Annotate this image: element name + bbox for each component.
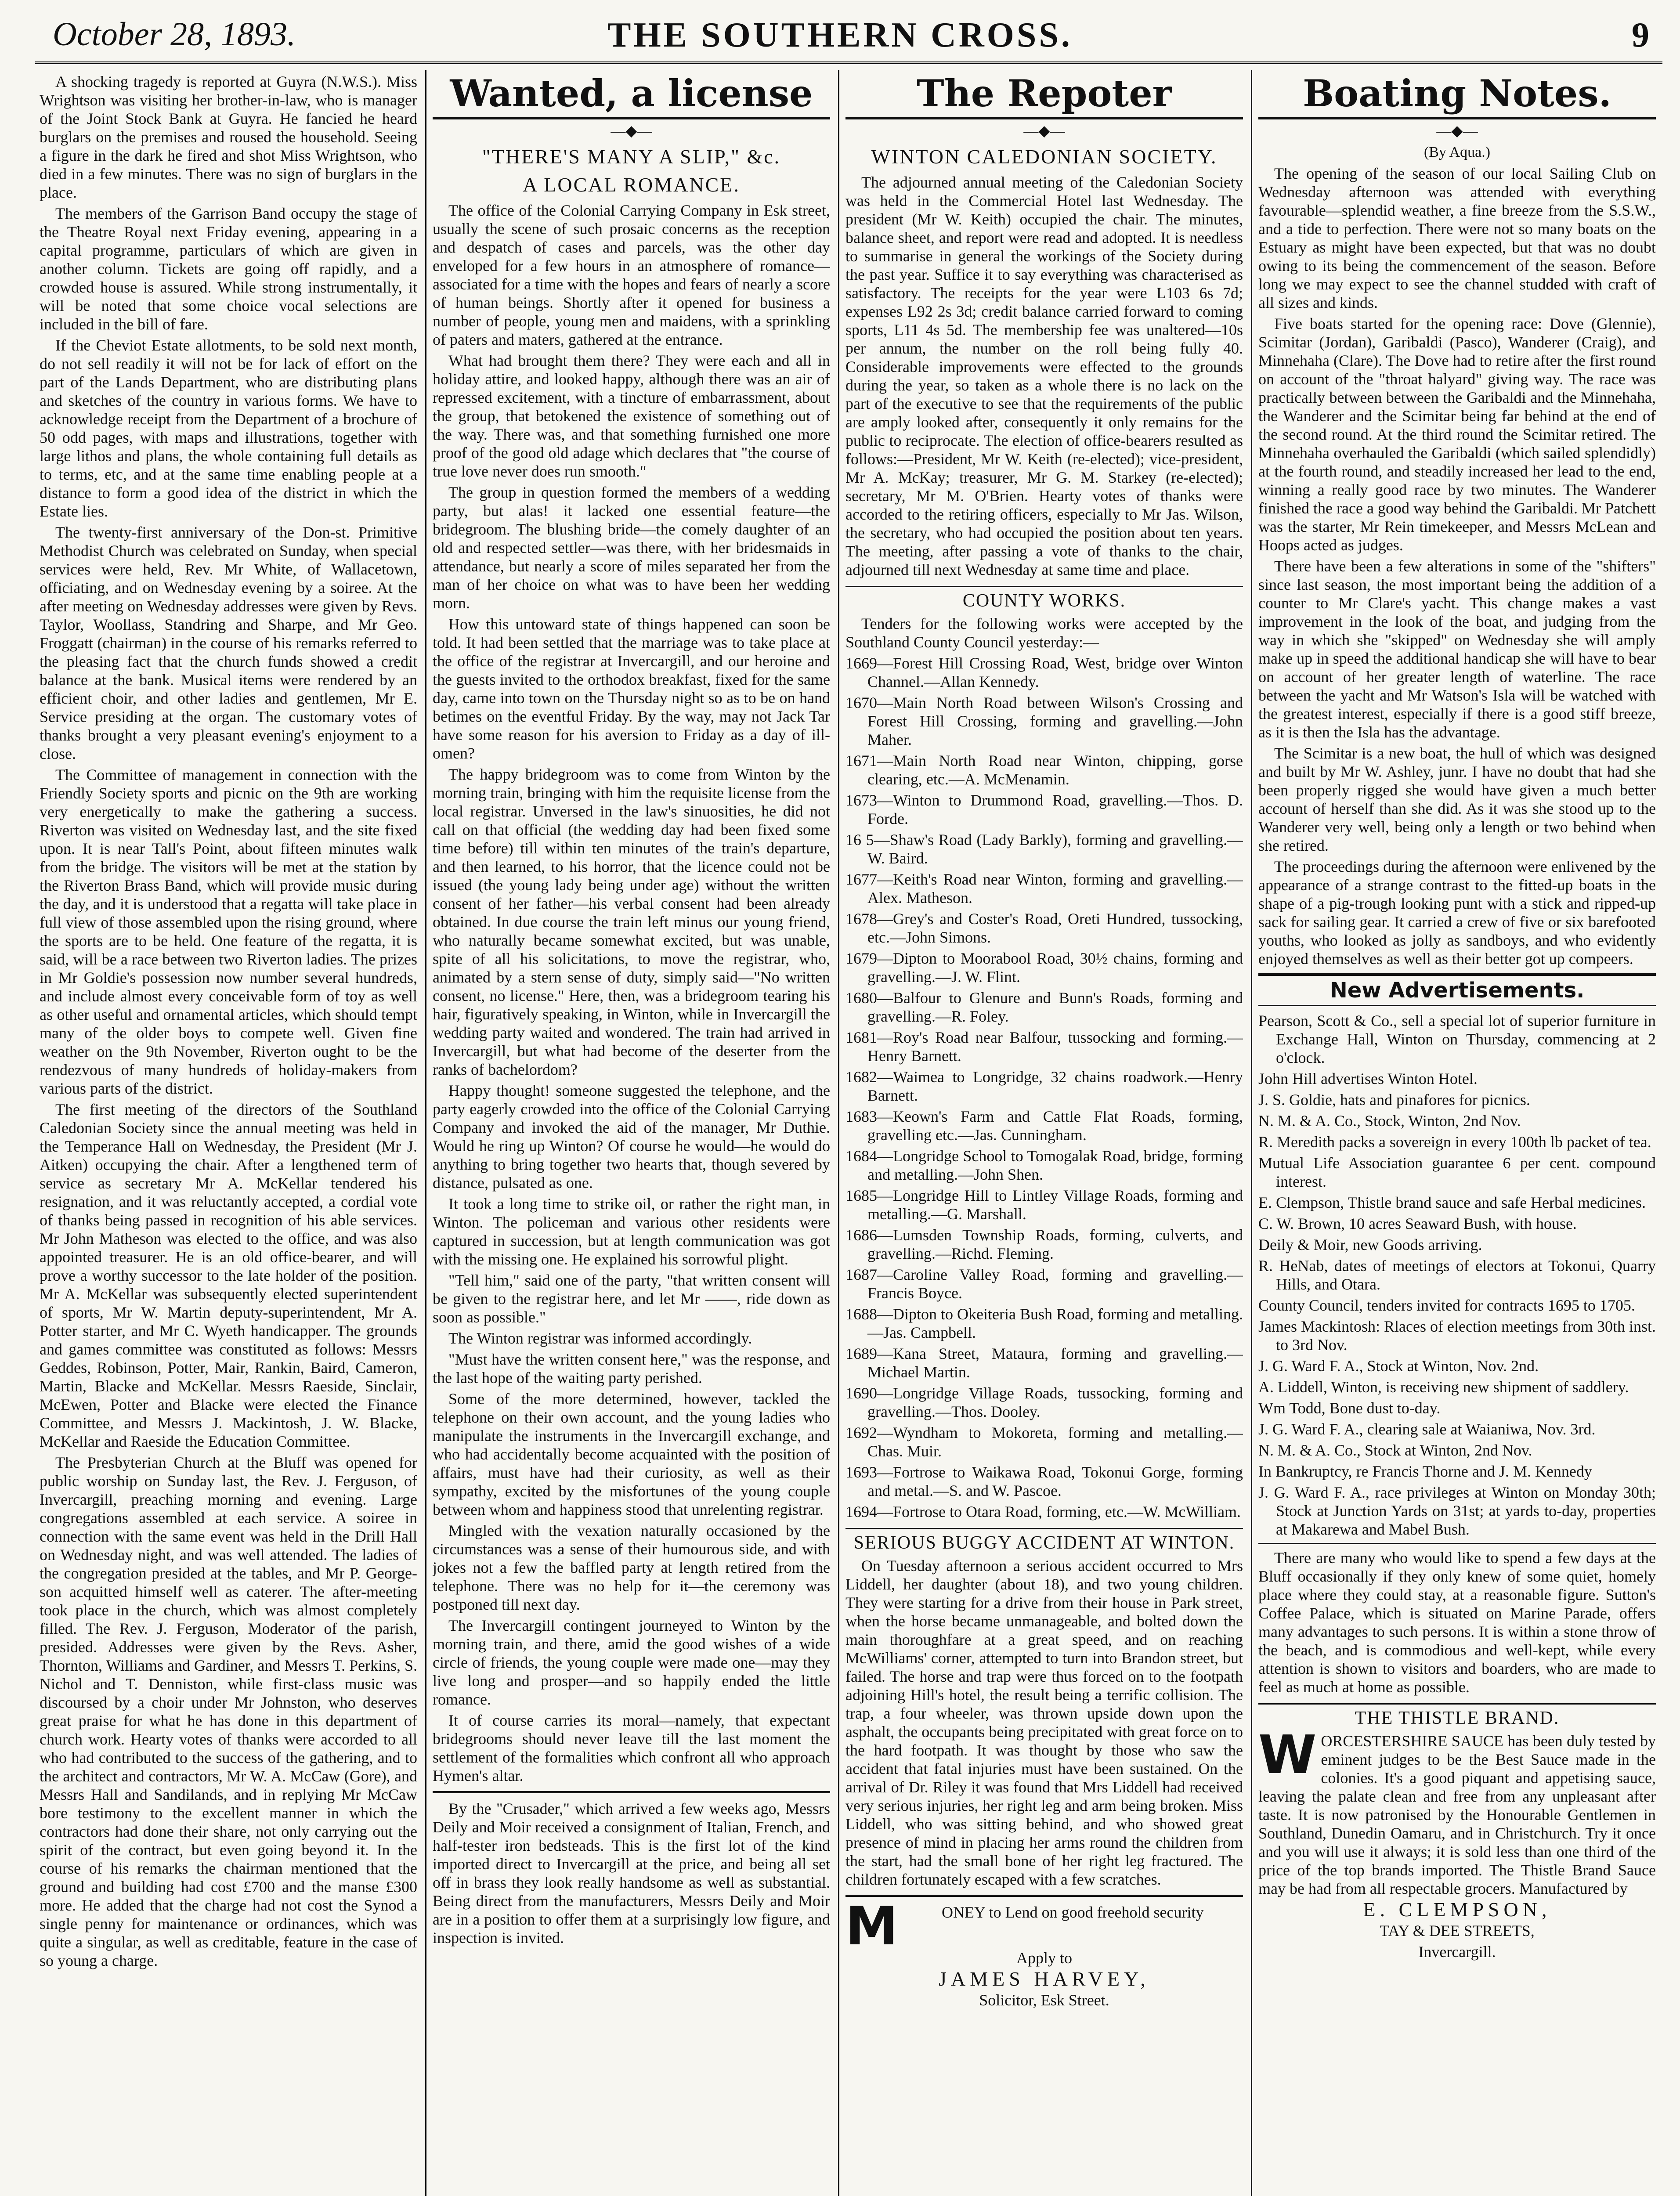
section-rule: [433, 1791, 830, 1793]
tender-item: 1673—Winton to Drummond Road, gravelling.—Thos. D. Forde.: [845, 791, 1243, 827]
article-subtitle: A LOCAL ROMANCE.: [523, 173, 740, 196]
section-rule: [845, 1895, 1243, 1897]
ornament: —◆—: [611, 123, 652, 139]
masthead-rule: [35, 61, 1662, 64]
news-paragraph: If the Cheviot Estate allotments, to be sold next month, do not sell readily it will not be for lack of effort on the part of the Lands Department, who are distributing plans and sketches of the country in various forms. We have to acknowledge receipt from the Department of a brochure of 50 odd pages, with maps and illustrations, together with large lithos and plans, the whole containing full details as to terms, etc, and at the same time enabling people at a distance to form a good idea of the district in which the Estate lies.: [40, 336, 417, 520]
article-paragraph: "Tell him," said one of the party, "that written consent will be given to the registrar here, and let Mr ——, ride down as soon as possible.": [433, 1271, 830, 1326]
tender-list: [845, 654, 1243, 1521]
article-paragraph: It of course carries its moral—namely, that expectant bridegrooms should never leave till the last moment the settlement of the formalities which confront all who approach Hymen's altar.: [433, 1712, 830, 1784]
advert-list: [1258, 1011, 1656, 1539]
advertiser-name: JAMES HARVEY,: [939, 1968, 1150, 1990]
advertiser-address: Solicitor, Esk Street.: [979, 1991, 1109, 2009]
advert-item: John Hill advertises Winton Hotel.: [1258, 1070, 1478, 1087]
news-paragraph: The Presbyterian Church at the Bluff was opened for public worship on Sunday last, the Rev. J. Ferguson, of Invercargill, preaching morning and evening. Large congregations assembled at each service. A soiree in connection with the same event was held in the Drill Hall on Wednesday night, and was well attended. The ladies of the congregation presided at the tables, and Mr P. George-son acquitted himself well as caterer. The after-meeting took place in the church, which was almost completely filled. The Rev. J. Ferguson, Moderator of the parish, presided. Addresses were given by the Revs. Asher, Thornton, Williams and Gardiner, and Messrs T. Perkins, S. Nichol and T. Denniston, while first-class music was discoursed by a choir under Mr Johnston, who deserves great praise for what he has done in this department of church work. Hearty votes of thanks were accorded to all who had contributed to the success of the gathering, and to the architect and contractors, Mr W. A. McCaw (Gore), and Messrs Hall and Sandilands, and in replying Mr McCaw bore testimony to the excellent manner in which the contractors had done their share, not only carrying out the spirit of the contract, but even going beyond it. In the course of his remarks the chairman mentioned that the ground and building had cost £700 and the manse £300 more. He added that the charge had not cost the Synod a single penny for maintenance or ordinances, which was quite a singular, as well as creditable, feature in the case of so young a charge.: [40, 1454, 417, 1969]
tender-item: 1670—Main North Road between Wilson's Crossing and Forest Hill Crossing, forming and gravelling.—John Maher.: [845, 694, 1243, 748]
column-1: [40, 72, 417, 2196]
article-subtitle: "THERE'S MANY A SLIP," &c.: [482, 145, 781, 168]
section-heading: THE THISTLE BRAND.: [1258, 1703, 1656, 1727]
article-paragraph: The happy bridegroom was to come from Winton by the morning train, bringing with him the requisite license from the local registrar. Unversed in the law's sinuosities, he did not call on that official (the wedding day had been fixed some time before) till within ten minutes of the train's departure, and then learned, to his horror, that the licence could not be issued (the young lady being under age) without the written consent of her father—his verbal consent had been already obtained. In due course the train left minus our young friend, who naturally became somewhat excited, but was unable, spite of all his solicitations, to move the registrar, who, animated by a stern sense of duty, simply said—"No written consent, no license." Here, then, was a bridegroom tearing his hair, figuratively speaking, in Winton, while in Invercargill the wedding party waited and wondered. The train had arrived in Invercargill, but what had become of the deserter from the ranks of bachelordom?: [433, 766, 830, 1078]
tender-item: 1692—Wyndham to Mokoreta, forming and metalling.—Chas. Muir.: [845, 1424, 1243, 1460]
advert-item: Wm Todd, Bone dust to-day.: [1258, 1399, 1441, 1417]
tender-item: 1669—Forest Hill Crossing Road, West, bridge over Winton Channel.—Allan Kennedy.: [845, 654, 1243, 690]
article-paragraph: Happy thought! someone suggested the telephone, and the party eagerly crowded into the office of the Colonial Carrying Company and invoked the aid of the manager, Mr Duthie. Would he ring up Winton? Of course he would—he would do anything to bring together two hearts that, though severed by distance, pulsated as one.: [433, 1082, 830, 1192]
advert-item: Pearson, Scott & Co., sell a special lot of superior furniture in Exchange Hall, Winton on Thursday, commencing at 2 o'clock.: [1258, 1012, 1656, 1066]
advert-item: R. Meredith packs a sovereign in every 100th lb packet of tea.: [1258, 1133, 1651, 1151]
advert-item: James Mackintosh: Rlaces of election meetings from 30th inst. to 3rd Nov.: [1258, 1318, 1656, 1354]
news-paragraph: The first meeting of the directors of the Southland Caledonian Society since the annual meeting was held in the Temperance Hall on Wednesday, the President (Mr J. Aitken) occupying the chair. After a lengthened term of service as secretary Mr A. McKellar tendered his resignation, and it was reluctantly accepted, a cordial vote of thanks being passed in recognition of his able services. Mr John Matheson was elected to the office, and was also appointed treasurer. He is an old office-bearer, and will prove a worthy successor to the late holder of the position. Mr A. McKellar was subsequently elected superintendent of sports, Mr W. Martin deputy-superintendent, Mr A. Potter starter, and Mr C. Wyeth handicapper. The grounds and games committee was constituted as follows: Messrs Geddes, Robinson, Potter, Mair, Rankin, Baird, Cameron, Martin, Blacke and McKellar. Messrs Raeside, Sinclair, McEwen, Potter and Blacke were elected the Finance Committee, and Messrs J. Mackintosh, J. W. Blacke, McKellar and Raeside the Education Committee.: [40, 1101, 417, 1450]
article-paragraph: The Winton registrar was informed accordingly.: [448, 1329, 752, 1347]
tender-item: 1688—Dipton to Okeiteria Bush Road, forming and metalling.—Jas. Campbell.: [845, 1305, 1243, 1341]
article-paragraph: What had brought them there? They were each and all in holiday attire, and looked happy, although there was an air of repressed excitement, with a tincture of embarrassment, about the group, that betokened the existence of something out of the way. There was, and that something furnished one more proof of the good old adage which declares that "the course of true love never does run smooth.": [433, 352, 830, 480]
tender-item: 1678—Grey's and Coster's Road, Oreti Hundred, tussocking, etc.—John Simons.: [845, 910, 1243, 946]
news-paragraph: The members of the Garrison Band occupy the stage of the Theatre Royal next Friday evening, appearing in a capital programme, particulars of which are given in another column. Tickets are going off rapidly, and a crowded house is assured. While strong instrumentally, it will be noted that some choice vocal selections are included in the bill of fare.: [40, 205, 417, 333]
maker-name: E. CLEMPSON,: [1363, 1898, 1551, 1921]
tender-item: 1693—Fortrose to Waikawa Road, Tokonui Gorge, forming and metal.—S. and W. Pascoe.: [845, 1463, 1243, 1499]
advert-item: J. G. Ward F. A., race privileges at Winton on Monday 30th; Stock at Junction Yards on 31st; at yards to-day, properties at Makarewa and Mabel Bush.: [1258, 1484, 1656, 1538]
advert-item: N. M. & A. Co., Stock, Winton, 2nd Nov.: [1258, 1112, 1521, 1130]
advert-item: J. S. Goldie, hats and pinafores for picnics.: [1258, 1091, 1530, 1109]
advert-item: A. Liddell, Winton, is receiving new shipment of saddlery.: [1258, 1378, 1629, 1396]
tender-item: 1671—Main North Road near Winton, chipping, gorse clearing, etc.—A. McMenamin.: [845, 752, 1243, 788]
tender-intro: Tenders for the following works were accepted by the Southland County Council yesterday:—: [845, 615, 1243, 651]
thistle-advert: [1258, 1725, 1656, 1898]
column-2: [433, 72, 830, 2196]
article-subtitle: WINTON CALEDONIAN SOCIETY.: [871, 145, 1218, 168]
advert-item: J. G. Ward F. A., clearing sale at Waianiwa, Nov. 3rd.: [1258, 1420, 1596, 1438]
article-paragraph: On Tuesday afternoon a serious accident occurred to Mrs Liddell, her daughter (about 18), and two young children. They were starting for a drive from their house in Park street, when the horse became unmanageable, and bolted down the main thoroughfare at a great speed, and on reaching McWilliams' corner, attempted to turn into Brandon street, but failed. The horse and trap were thus forced on to the footpath adjoining Hill's hotel, the result being a terrific collision. The trap, a four wheeler, was thrown upside down upon the asphalt, the occupants being precipitated with great force on to the hard footpath. It was thought by those who saw the accident that fatal injuries must have been sustained. On the arrival of Dr. Riley it was found that Mrs Liddell had received very serious injuries, her right leg and arm being broken. Miss Liddell, who was sitting behind, and who showed great presence of mind in placing her arms round the children from the start, had the small bone of her right leg fractured. The children fortunately escaped with a few scratches.: [845, 1557, 1243, 1888]
ornament: —◆—: [1023, 123, 1065, 139]
article-paragraph: The Invercargill contingent journeyed to Winton by the morning train, and there, amid the good wishes of a wide circle of friends, the young couple were made one—may they live long and prosper—and so happily ended the little romance.: [433, 1617, 830, 1708]
article-paragraph: How this untoward state of things happened can soon be told. It had been settled that the marriage was to take place at the office of the registrar at Invercargill, and our heroine and the guests invited to the orthodox breakfast, fixed for the same day, came into town on the Thursday night so as to be on hand betimes on the eventful Friday. By the way, may not Jack Tar have some reason for his aversion to Friday as a day of ill-omen?: [433, 615, 830, 762]
advert-item: R. HeNab, dates of meetings of electors at Tokonui, Quarry Hills, and Otara.: [1258, 1257, 1656, 1293]
money-apply: Apply to: [1016, 1949, 1072, 1967]
tender-item: 16 5—Shaw's Road (Lady Barkly), forming and gravelling.—W. Baird.: [845, 831, 1243, 867]
news-paragraph: A shocking tragedy is reported at Guyra (N.W.S.). Miss Wrightson was visiting her brother-in-law, who is manager of the Joint Stock Bank at Guyra. He fancied he heard burglars on the premises and roused the household. Seeing a figure in the dark he fired and shot Miss Wrightson, who died in a few minutes. There was no sign of burglars in the place.: [40, 73, 417, 201]
article-paragraph: Mingled with the vexation naturally occasioned by the circumstances was a sense of their humourous side, and with jokes not a few the baffled party at length retired from the telephone. There was no help for it—the ceremony was postponed till next day.: [433, 1522, 830, 1613]
tender-item: 1683—Keown's Farm and Cattle Flat Roads, forming, gravelling etc.—Jas. Cunningham.: [845, 1108, 1243, 1144]
article-paragraph: Some of the more determined, however, tackled the telephone on their own account, and the young ladies who manipulate the instruments in the Invercargill exchange, and who had accidentally become acquainted with the position of affairs, must have had their curiosity, as well as their sympathy, excited by the misfortunes of the young couple between whom and happiness stood that unrelenting registrar.: [433, 1390, 830, 1518]
tender-item: 1694—Fortrose to Otara Road, forming, etc.—W. McWilliam.: [845, 1503, 1241, 1521]
section-heading: New Advertisements.: [1258, 973, 1656, 1006]
tender-item: 1686—Lumsden Township Roads, forming, culverts, and gravelling.—Richd. Fleming.: [845, 1226, 1243, 1262]
advert-item: County Council, tenders invited for contracts 1695 to 1705.: [1258, 1297, 1635, 1314]
article-paragraph: The adjourned annual meeting of the Caledonian Society was held in the Commercial Hotel last Wednesday. The president (Mr W. Keith) occupied the chair. The minutes, balance sheet, and report were read and adopted. It is needless to summarise in general the workings of the Society during the past year. Suffice it to say everything was characterised as satisfactory. The receipts for the year were L103 6s 7d; expenses L92 2s 3d; credit balance carried forward to coming sports, L11 4s 5d. The membership fee was unaltered—10s per annum, the number on the roll being fully 40. Considerable improvements were effected to the grounds during the year, so taken as a whole there is no lack on the part of the executive to see that the requirements of the public are amply looked after, consequently it only remains for the public to reciprocate. The election of office-bearers resulted as follows:—President, Mr W. Keith (re-elected); vice-president, Mr A. McKay; treasurer, Mr G. M. Starkey (re-elected); secretary, Mr M. O'Brien. Hearty votes of thanks were accorded to the retiring officers, especially to Mr Jas. Wilson, the secretary, who had occupied the position about ten years. The meeting, after passing a vote of thanks to the chair, adjourned till next Wednesday at same time and place.: [845, 173, 1243, 578]
tender-item: 1689—Kana Street, Mataura, forming and gravelling.—Michael Martin.: [845, 1345, 1243, 1381]
column-3: [845, 72, 1243, 2196]
article-heading: Wanted, a license: [433, 72, 830, 119]
drop-cap: W: [1258, 1725, 1317, 1786]
column-4: [1258, 72, 1656, 2196]
advert-item: N. M. & A. Co., Stock at Winton, 2nd Nov.: [1258, 1441, 1532, 1459]
tender-item: 1690—Longridge Village Roads, tussocking, forming and gravelling.—Thos. Dooley.: [845, 1384, 1243, 1420]
tender-item: 1684—Longridge School to Tomogalak Road, bridge, forming and metalling.—John Shen.: [845, 1147, 1243, 1183]
maker-town: Invercargill.: [1418, 1943, 1496, 1961]
tender-item: 1685—Longridge Hill to Lintley Village Roads, forming and metalling.—G. Marshall.: [845, 1187, 1243, 1223]
masthead: [0, 0, 1680, 66]
advert-item: E. Clempson, Thistle brand sauce and safe Herbal medicines.: [1258, 1194, 1646, 1211]
section-rule: [1258, 1543, 1656, 1544]
article-paragraph: It took a long time to strike oil, or rather the right man, in Winton. The policeman and various other residents were captured in succession, but at length communication was got with the missing one. He explained his sorrowful plight.: [433, 1195, 830, 1268]
advert-item: In Bankruptcy, re Francis Thorne and J. M. Kennedy: [1258, 1463, 1592, 1480]
tender-item: 1679—Dipton to Moorabool Road, 30½ chains, forming and gravelling.—J. W. Flint.: [845, 950, 1243, 986]
thistle-advert-text: ORCESTERSHIRE SAUCE has been duly tested by eminent judges to be the Best Sauce made in the colonies. It's a good piquant and appetising sauce, leaving the palate clean and free from any unpleasant after taste. It is now patronised by the Honourable Gentlemen in Southland, Dunedin Oamaru, and in Christchurch. Try it once and you will use it always; it is sold less than one third of the price of the top brands imported. The Thistle Brand Sauce may be had from all respectable grocers. Manufactured by: [1258, 1732, 1656, 1897]
column-divider: [838, 70, 839, 2196]
article-paragraph: "Must have the written consent here," was the response, and the last hope of the waiting party perished.: [433, 1351, 830, 1387]
section-heading: SERIOUS BUGGY ACCIDENT AT WINTON.: [845, 1528, 1243, 1552]
tender-item: 1677—Keith's Road near Winton, forming and gravelling.—Alex. Matheson.: [845, 870, 1243, 907]
newspaper-title: THE SOUTHERN CROSS.: [607, 16, 1073, 54]
tender-item: 1682—Waimea to Longridge, 32 chains roadwork.—Henry Barnett.: [845, 1068, 1243, 1104]
advert-item: C. W. Brown, 10 acres Seaward Bush, with house.: [1258, 1215, 1577, 1232]
advert-item: Deily & Moir, new Goods arriving.: [1258, 1236, 1482, 1253]
bluff-notice: There are many who would like to spend a few days at the Bluff occasionally if they only knew of some quiet, homely place where they could stay, at a reasonable figure. Sutton's Coffee Palace, which is situated on Marine Parade, offers many advantages to such persons. It is within a stone throw of the beach, and is commodious and well-kept, while every attention is shown to visitors and boarders, who are made to feel as much at home as possible.: [1258, 1549, 1656, 1696]
money-advert: [845, 1896, 1243, 1957]
advert-item: Mutual Life Association guarantee 6 per cent. compound interest.: [1258, 1154, 1656, 1190]
article-paragraph: The office of the Colonial Carrying Company in Esk street, usually the scene of such prosaic concerns as the reception and despatch of cases and parcels, was the other day enveloped for a few hours in an atmosphere of romance—associated for a time with the hopes and fears of nearly a score of human beings. Shortly after it opened for business a number of people, young men and maidens, with a sprinkling of paters and maters, gathered at the entrance.: [433, 202, 830, 348]
column-divider: [1251, 70, 1252, 2196]
news-paragraph: The Committee of management in connection with the Friendly Society sports and picnic on the 9th are working very energetically to make the gathering a success. Riverton was visited on Wednesday last, and the site fixed upon. It is near Tall's Point, about fifteen minutes walk from the bridge. The visitors will be met at the station by the Riverton Brass Band, which will provide music during the day, and it is understood that a regatta will take place in full view of those assembled upon the rising ground, where the sports are to be held. One feature of the regatta, it is said, will be a race between two Riverton ladies. The prizes in Mr Goldie's possession now number several hundreds, and include almost every conceivable form of toy as well as other useful and ornamental articles, which should tempt many of the older boys to compete well. Given fine weather on the 9th November, Riverton ought to be the rendezvous of many hundreds of holiday-makers from various parts of the district.: [40, 766, 417, 1097]
article-paragraph: There have been a few alterations in some of the "shifters" since last season, the most important being the addition of a counter to Mr Clare's yacht. This change makes a vast improvement in the look of the boat, and judging from the way in which she "skipped" on Wednesday she will amply make up in speed the additional handicap she will have to bear on account of her greater length of waterline. The race between the yacht and Mr Watson's Isla will be watched with the greatest interest, especially if there is a good stiff breeze, as it is then the Isla has the advantage.: [1258, 557, 1656, 741]
tender-item: 1681—Roy's Road near Balfour, tussocking and forming.—Henry Barnett.: [845, 1029, 1243, 1065]
article-paragraph: The Scimitar is a new boat, the hull of which was designed and built by Mr W. Ashley, junr. I have no doubt that had she been properly rigged she would have given a much better account of herself than she did. As it was she stood up to the Wanderer very well, being only a length or two behind when she retired.: [1258, 744, 1656, 854]
maker-address: TAY & DEE STREETS,: [1380, 1922, 1535, 1940]
news-paragraph: The twenty-first anniversary of the Don-st. Primitive Methodist Church was celebrated on Sunday, when special services were held, Rev. Mr White, of Wallacetown, officiating, and on Wednesday evening by a soiree. At the after meeting on Wednesday addresses were given by Revs. Taylor, Woollass, Standring and Sharpe, and Mr Geo. Froggatt (chairman) in the course of his remarks referred to the pleasing fact that the church funds showed a credit balance at the bank. Musical items were rendered by an efficient choir, and other ladies and gentlemen, Mr E. Service presiding at the organ. The customary votes of thanks brought a very pleasant evening's enjoyment to a close.: [40, 524, 417, 762]
byline: (By Aqua.): [1423, 144, 1491, 160]
article-paragraph: The opening of the season of our local Sailing Club on Wednesday afternoon was attended with everything favourable—splendid weather, a fine breeze from the S.S.W., and a tide to perfection. There were not so many boats on the Estuary as might have been expected, but that was no doubt owing to its being the commencement of the season. Before long we may expect to see the channel studded with craft of all sizes and kinds.: [1258, 165, 1656, 311]
article-heading: The Repoter: [845, 72, 1243, 119]
article-paragraph: The proceedings during the afternoon were enlivened by the appearance of a strange contrast to the fitted-up boats in the shape of a pig-trough looking punt with a stick and ripped-up sack for sailing gear. It carried a crew of five or six barefooted youths, who looked as jolly as sandboys, and who evidently enjoyed themselves as well as their better got up compeers.: [1258, 858, 1656, 968]
tender-item: 1687—Caroline Valley Road, forming and gravelling.—Francis Boyce.: [845, 1266, 1243, 1302]
issue-date: October 28, 1893.: [53, 16, 296, 53]
drop-cap: M: [845, 1896, 898, 1957]
money-advert-text: ONEY to Lend on good freehold security: [941, 1903, 1204, 1921]
article-paragraph: The group in question formed the members of a wedding party, but alas! it lacked one essential feature—the bridegroom. The blushing bride—the comely daughter of an old and respected settler—was there, with her bridesmaids in attendance, but nearly a score of miles separated her from the man of her choice on what was to have been her wedding morn.: [433, 484, 830, 612]
article-heading: Boating Notes.: [1258, 72, 1656, 119]
advert-item: J. G. Ward F. A., Stock at Winton, Nov. 2nd.: [1258, 1357, 1539, 1375]
bedsteads-notice: By the "Crusader," which arrived a few weeks ago, Messrs Deily and Moir received a consignment of Italian, French, and half-tester iron bedsteads. This is the first lot of the kind imported direct to Invercargill at the price, and being all set off in brass they look really handsome as well as substantial. Being direct from the manufacturers, Messrs Deily and Moir are in a position to offer them at a surprisingly low figure, and inspection is invited.: [433, 1800, 830, 1947]
ornament: —◆—: [1436, 123, 1478, 139]
page-number: 9: [1632, 16, 1649, 54]
article-paragraph: Five boats started for the opening race: Dove (Glennie), Scimitar (Jordan), Garibaldi (Pasco), Wanderer (Craig), and Minnehaha (Clare). The Dove had to retire after the first round on account of the "throat halyard" giving way. The race was practically between between the Garibaldi and the Minnehaha, the Wanderer and the Scimitar being far behind at the end of the second round. At the third round the Scimitar retired. The Minnehaha overhauled the Garibaldi (which sailed splendidly) at the fourth round, and steadily increased her lead to the end, winning a really good race by two minutes. The Wanderer finished the race a good way behind the Garibaldi. Mr Patchett was the starter, Mr Rein timekeeper, and Messrs McLean and Hoops acted as judges.: [1258, 315, 1656, 554]
tender-item: 1680—Balfour to Glenure and Bunn's Roads, forming and gravelling.—R. Foley.: [845, 989, 1243, 1025]
section-heading: COUNTY WORKS.: [845, 586, 1243, 610]
column-divider: [425, 70, 426, 2196]
